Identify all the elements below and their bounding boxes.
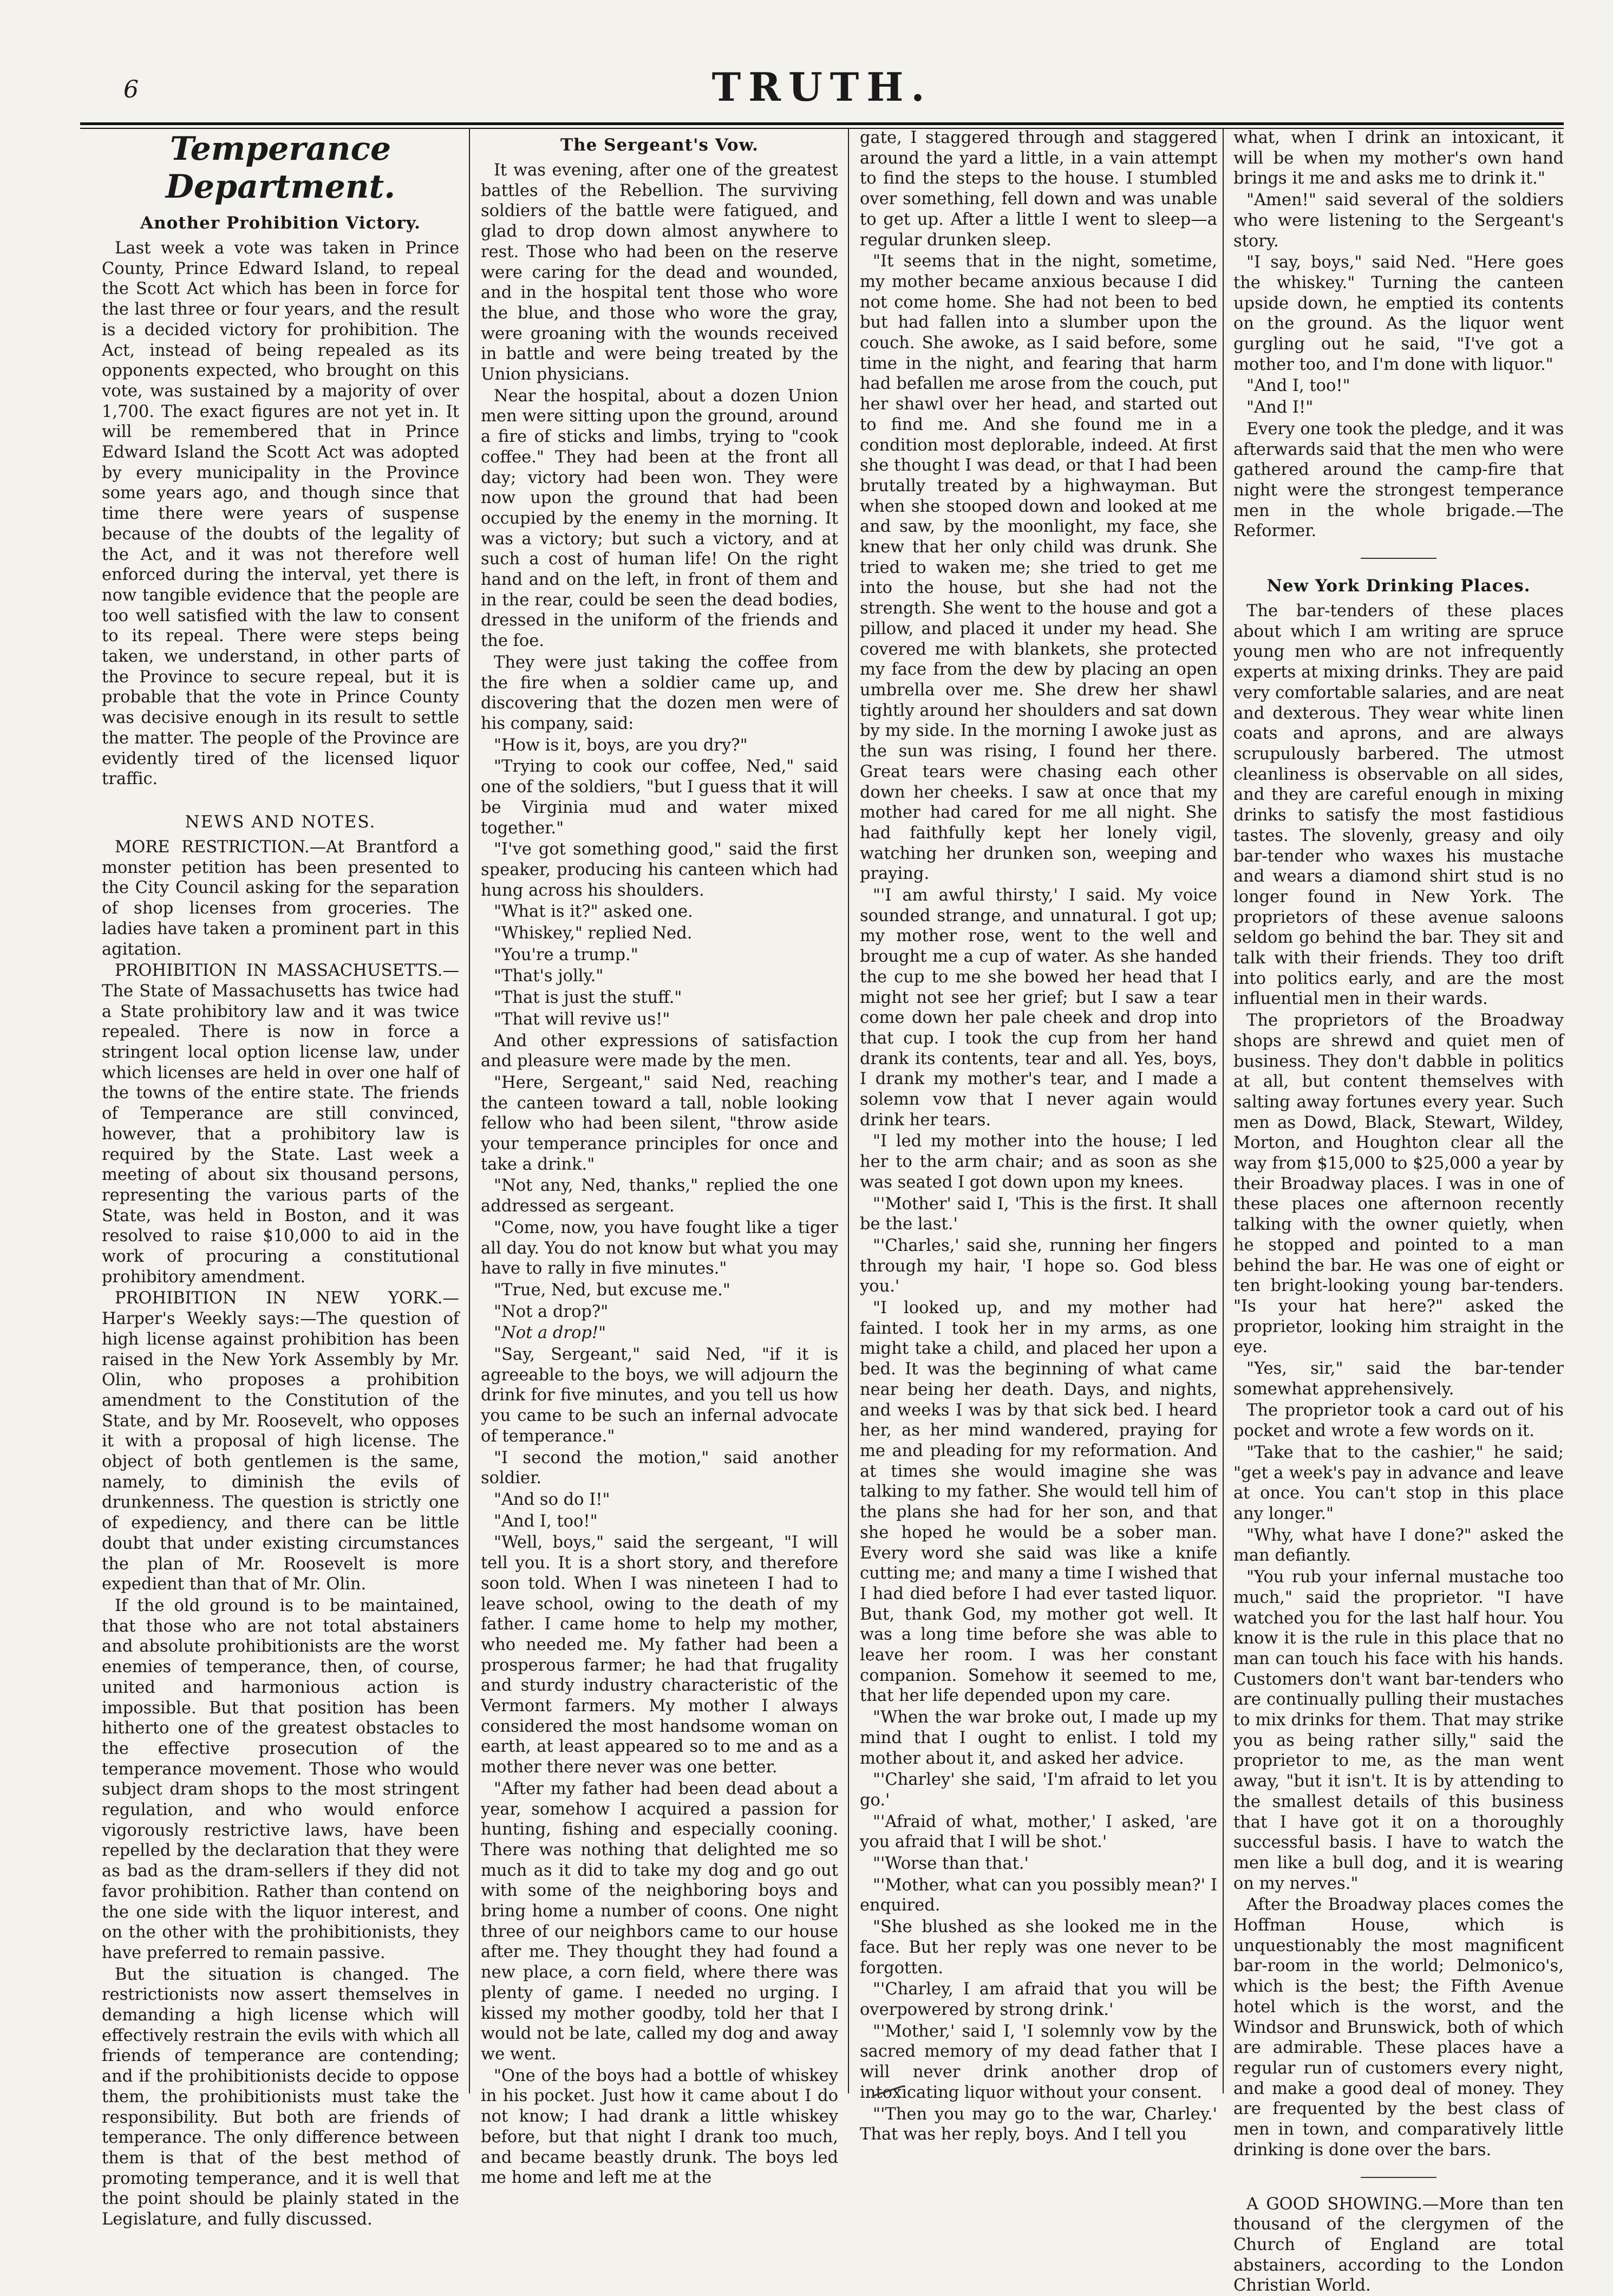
article-paragraph: After the Broadway places comes the Hoffman House, which is unquestionably the most magnificent bar-room in the world; Delmonico's, which is the best; the Fifth Avenue hotel which is the worst, and the Windsor and Brunswick, both of which are admirable. These places have a regular run of customers every night, and make a good deal of money. They are frequented by the best class of men in town, and comparatively little drinking is done over the bars. [1233,1895,1564,2160]
article-paragraph: "'Then you may go to the war, Charley.' That was her reply, boys. And I tell you [860,2104,1217,2145]
article-paragraph: "Not a drop?" [481,1302,838,1322]
article-paragraph: gate, I staggered through and staggered around the yard a little, in a vain attempt to find the steps to the house. I stumbled over something, fell down and was unable to get up. After a little I went to sleep—a regular drunken sleep. [860,128,1217,250]
article-paragraph: But the situation is changed. The restrictionists now assert themselves in demanding a high license which will effectively restrain the evils with which all friends of temperance are contending; and if the prohibitionists decide to oppose them, the prohibitionists must take the responsibility. But both are friends of temperance. The only difference between them is that of the best method of promoting temperance, and it is well that the point should be plainly stated in the Legislature, and fully discussed. [102,1965,459,2230]
article-paragraph: "You rub your infernal mustache too much," said the proprietor. "I have watched you for the last half hour. You know it is the rule in this place that no man can touch his face with his hands. Customers don't want bar-tenders who are continually pulling their mustaches to mix drinks for them. That may strike you as being rather silly," said the proprietor to me, as the man went away, "but it isn't. It is by attending to the smallest details of this business that I have got it on a thoroughly successful basis. I have to watch the men like a bull dog, and it is wearing on my nerves." [1233,1567,1564,1894]
article-paragraph: "That's jolly." [481,966,838,987]
article-paragraph: "I say, boys," said Ned. "Here goes the whiskey." Turning the canteen upside down, he emptied its contents on the ground. As the liquor went gurgling out he said, "I've got a mother too, and I'm done with liquor." [1233,252,1564,375]
article-paragraph: PROHIBITION IN MASSACHUSETTS.—The State of Massachusetts has twice had a State prohibitory law and it was twice repealed. There is now in force a stringent local option license law, under which licenses are held in over one half of the towns of the entire state. The friends of Temperance are still convinced, however, that a prohibitory law is required by the State. Last week a meeting of about six thousand persons, representing the various parts of the State, was held in Boston, and it was resolved to raise $10,000 to aid in the work of procuring a constitutional prohibitory amendment. [102,961,459,1287]
article-paragraph: "Yes, sir," said the bar-tender somewhat apprehensively. [1233,1359,1564,1399]
article-paragraph: It was evening, after one of the greatest battles of the Rebellion. The surviving soldiers of the battle were fatigued, and glad to drop down almost anywhere to rest. Those who had been on the reserve were caring for the dead and wounded, and in the hospital tent those who wore the blue, and those who wore the gray, were groaning with the wounds received in battle and were being treated by the Union physicians. [481,160,838,385]
article-paragraph: Near the hospital, about a dozen Union men were sitting upon the ground, around a fire of sticks and limbs, trying to "cook coffee." They had been at the front all day; victory had been won. They were now upon the ground that had been occupied by the enemy in the morning. It was a victory; but such a victory, and at such a cost of human life! On the right hand and on the left, in front of them and in the rear, could be seen the dead bodies, dressed in the uniform of the friends and the foe. [481,386,838,651]
article-paragraph: "After my father had been dead about a year, somehow I acquired a passion for hunting, fishing and especially cooning. There was nothing that delighted me so much as it did to take my dog and go out with some of the neighboring boys and bring home a number of coons. One night three of our neighbors came to our house after me. They thought they had found a new place, a corn field, where there was plenty of game. I needed no urging. I kissed my mother goodby, told her that I would not be late, called my dog and away we went. [481,1779,838,2065]
article-paragraph: "'I am awful thirsty,' I said. My voice sounded strange, and unnatural. I got up; my mother rose, went to the well and brought me a cup of water. As she handed the cup to me she bowed her head that I might not see her grief; but I saw a tear come down her pale cheek and drop into that cup. I took the cup from her hand drank its contents, tear and all. Yes, boys, I drank my mother's tear, and I made a solemn vow that I never again would drink her tears. [860,885,1217,1130]
column-divider [469,128,470,2093]
article-paragraph: "Take that to the cashier," he said; "get a week's pay in advance and leave at once. You can't stop in this place any longer." [1233,1443,1564,1524]
newspaper-title: TRUTH. [80,64,1564,110]
article-paragraph: And other expressions of satisfaction and pleasure were made by the men. [481,1031,838,1072]
article-paragraph: "I looked up, and my mother had fainted. I took her in my arms, as one might take a child, and placed her upon a bed. It was the beginning of what came near being her death. Days, and nights, and weeks I was by that sick bed. I heard her, as her mind wandered, praying for me and pleading for my reformation. And at times she would imagine she was talking to my father. She would tell him of the plans she had for her son, and that she hoped he would be a sober man. Every word she said was like a knife cutting me; and many a time I wished that I had died before I had ever tasted liquor. But, thank God, my mother got well. It was a long time before she was able to leave her room. I was her constant companion. Somehow it seemed to me, that her life depended upon my care. [860,1298,1217,1706]
column-4 [1233,128,1564,2093]
column-divider [848,128,849,2093]
article-paragraph: The bar-tenders of these places about which I am writing are spruce young men who are not infrequently experts at mixing drinks. They are paid very comfortable salaries, and are neat and dexterous. They wear white linen coats and aprons, and are always scrupulously barbered. The utmost cleanliness is observable on all sides, and they are careful enough in mixing drinks to satisfy the most fastidious tastes. The slovenly, greasy and oily bar-tender who waxes his mustache and wears a diamond shirt stud is no longer found in New York. The proprietors of these avenue saloons seldom go behind the bar. They sit and talk with their friends. They too drift into politics early, and are the most influential men in their wards. [1233,601,1564,1009]
news-note: A GOOD SHOWING.—More than ten thousand of the clergymen of the Church of England are total abstainers, according to the London Christian World. [1233,2194,1564,2296]
masthead-rule [80,122,1564,125]
article-paragraph: "When the war broke out, I made up my mind that I ought to enlist. I told my mother about it, and asked her advice. [860,1707,1217,1769]
article-headline: NEWS AND NOTES. [102,811,459,833]
column-1 [102,128,459,2093]
article-paragraph: "'Afraid of what, mother,' I asked, 'are you afraid that I will be shot.' [860,1812,1217,1853]
department-title: Temperance Department. [102,130,459,206]
article-paragraph: "I second the motion," said another soldier. [481,1448,838,1489]
column-2 [481,128,838,2093]
article-paragraph: "I led my mother into the house; I led her to the arm chair; and as soon as she was seated I got down upon my knees. [860,1131,1217,1192]
article-paragraph: "And so do I!" [481,1490,838,1510]
article-paragraph: "That will revive us!" [481,1009,838,1030]
masthead [80,64,1564,123]
article-paragraph: "One of the boys had a bottle of whiskey in his pocket. Just how it came about I do not know; I had drank a little whiskey before, but that night I drank too much, and became beastly drunk. The boys led me home and left me at the [481,2066,838,2188]
article-paragraph: "'Mother,' said I, 'I solemnly vow by the sacred memory of my dead father that I will never drink another drop of intoxicating liquor without your consent. [860,2021,1217,2103]
article-paragraph: "And I, too!" [1233,376,1564,396]
article-paragraph: Every one took the pledge, and it was afterwards said that the men who were gathered around the camp-fire that night were the strongest temperance men in the whole brigade.—The Reformer. [1233,419,1564,542]
article-paragraph: what, when I drink an intoxicant, it will be when my mother's own hand brings it me and asks me to drink it." [1233,128,1564,189]
article-paragraph: PROHIBITION IN NEW YORK.—Harper's Weekly says:—The question of high license against prohibition has been raised in the New York Assembly by Mr. Olin, who proposes a prohibition amendment to the Constitution of the State, and by Mr. Roosevelt, who opposes it with a proposal of high license. The object of both gentlemen is the same, namely, to diminish the evils of drunkenness. The question is strictly one of expediency, and there can be little doubt that under existing circumstances the plan of Mr. Roosevelt is more expedient than that of Mr. Olin. [102,1288,459,1595]
article-paragraph: "You're a trump." [481,945,838,966]
article-paragraph: "'Mother, what can you possibly mean?' I enquired. [860,1875,1217,1916]
article-paragraph: "And I!" [1233,397,1564,418]
article-paragraph: "I've got something good," said the first speaker, producing his canteen which had hung across his shoulders. [481,839,838,901]
article-paragraph: The proprietor took a card out of his pocket and wrote a few words on it. [1233,1400,1564,1441]
article-paragraph: "'Charles,' said she, running her fingers through my hair, 'I hope so. God bless you.' [860,1236,1217,1297]
article-paragraph: "Not a drop!" [481,1323,838,1343]
article-paragraph: "Trying to cook our coffee, Ned," said one of the soldiers, "but I guess that it will be Virginia mud and water mixed together." [481,756,838,838]
article-paragraph: "Amen!" said several of the soldiers who were listening to the Sergeant's story. [1233,190,1564,251]
article-paragraph: "'Charley' she said, 'I'm afraid to let you go.' [860,1770,1217,1810]
article-headline: The Sergeant's Vow. [481,134,838,156]
article-paragraph: "'Mother' said I, 'This is the first. It shall be the last.' [860,1194,1217,1235]
article-paragraph: "Well, boys," said the sergeant, "I will tell you. It is a short story, and therefore soon told. When I was nineteen I had to leave school, owing to the death of my father. I came home to help my mother, who needed me. My father had been a prosperous farmer; he had that frugality and sturdy industry characteristic of the Vermont farmers. My mother I always considered the most handsome woman on earth, at least appeared so to me and as a mother there never was one better. [481,1532,838,1777]
article-paragraph: "And I, too!" [481,1511,838,1532]
article-paragraph: "Here, Sergeant," said Ned, reaching the canteen toward a tall, noble looking fellow who had been silent, "throw aside your temperance principles for once and take a drink." [481,1073,838,1175]
article-paragraph: If the old ground is to be maintained, that those who are not total abstainers and absolute prohibitionists are the worst enemies of temperance, then, of course, united and harmonious action is impossible. But that position has been hitherto one of the greatest obstacles to the effective prosecution of the temperance movement. Those who would subject dram shops to the most stringent regulation, and who would enforce vigorously restrictive laws, have been repelled by the declaration that they were as bad as the dram-sellers if they did not favor prohibition. Rather than contend on the one side with the liquor interest, and on the other with the prohibitionists, they have preferred to remain passive. [102,1596,459,1964]
page-number: 6 [123,76,139,103]
article-paragraph: The proprietors of the Broadway shops are shrewd and quiet men of business. They don't dabble in politics at all, but content themselves with salting away fortunes every year. Such men as Dowd, Black, Stewart, Wildey, Morton, and Houghton clear all the way from $15,000 to $25,000 a year by their Broadway places. I was in one of these places one afternoon recently talking with the owner quietly, when he stopped and pointed to a man behind the bar. He was one of eight or ten bright-looking young bar-tenders. "Is your hat here?" asked the proprietor, looking him straight in the eye. [1233,1010,1564,1358]
article-paragraph: "What is it?" asked one. [481,902,838,922]
article-paragraph: "It seems that in the night, sometime, my mother became anxious because I did not come home. She had not been to bed but had fallen into a slumber upon the couch. She awoke, as I said before, some time in the night, and fearing that harm had befallen me arose from the couch, put her shawl over her head, and started out to find me. And she found me in a condition most deplorable, indeed. At first she thought I was dead, or that I had been brutally treated by a highwayman. But when she stooped down and looked at me and saw, by the moonlight, my face, she knew that her only child was drunk. She tried to waken me; she tried to get me into the house, but she had not the strength. She went to the house and got a pillow, and placed it under my head. She covered me with blankets, she protected my face from the dew by placing an open umbrella over me. She drew her shawl tightly around her shoulders and sat down by my side. In the morning I awoke just as the sun was rising, I found her there. Great tears were chasing each other down her cheeks. I saw at once that my mother had cared for me all night. She had faithfully kept her lonely vigil, watching her drunken son, weeping and praying. [860,251,1217,884]
article-paragraph: "How is it, boys, are you dry?" [481,735,838,756]
article-headline: New York Drinking Places. [1233,575,1564,597]
article-paragraph: "That is just the stuff." [481,988,838,1008]
columns [80,128,1564,2093]
column-3 [860,128,1217,2093]
article-paragraph: "True, Ned, but excuse me." [481,1280,838,1301]
article-paragraph: They were just taking the coffee from the fire when a soldier came up, and discovering that the dozen men were of his company, said: [481,653,838,734]
article-paragraph: "She blushed as she looked me in the face. But her reply was one never to be forgotten. [860,1917,1217,1978]
article-paragraph: "Not any, Ned, thanks," replied the one addressed as sergeant. [481,1176,838,1216]
article-paragraph: "'Worse than that.' [860,1854,1217,1874]
article-paragraph: "Come, now, you have fought like a tiger all day. You do not know but what you may have to rally in five minutes." [481,1218,838,1279]
article-paragraph: Last week a vote was taken in Prince County, Prince Edward Island, to repeal the Scott Act which has been in force for the last three or four years, and the result is a decided victory for prohibition. The Act, instead of being repealed as its opponents expected, who brought on this vote, was sustained by a majority of over 1,700. The exact figures are not yet in. It will be remembered that in Prince Edward Island the Scott Act was adopted by every municipality in the Province some years ago, and though since that time there were years of suspense because of the doubts of the legality of the Act, and it was not therefore well enforced during the interval, yet there is now tangible evidence that the people are too well satisfied with the law to consent to its repeal. There were steps being taken, we understand, in other parts of the Province to secure repeal, but it is probable that the vote in Prince County was decisive enough in its result to settle the matter. The people of the Province are evidently tired of the licensed liquor traffic. [102,238,459,790]
article-paragraph: "'Charley, I am afraid that you will be overpowered by strong drink.' [860,1979,1217,2020]
article-headline: Another Prohibition Victory. [102,212,459,234]
article-paragraph: "Why, what have I done?" asked the man defiantly. [1233,1525,1564,1566]
column-divider [1223,128,1224,2093]
article-paragraph: "Say, Sergeant," said Ned, "if it is agreeable to the boys, we will adjourn the drink for five minutes, and you tell us how you came to be such an infernal advocate of temperance." [481,1345,838,1447]
section-rule [1361,558,1436,559]
article-paragraph: MORE RESTRICTION.—At Brantford a monster petition has been presented to the City Council asking for the separation of shop licenses from groceries. The ladies have taken a prominent part in this agitation. [102,837,459,960]
section-rule [1361,2177,1436,2178]
article-paragraph: "Whiskey," replied Ned. [481,923,838,944]
